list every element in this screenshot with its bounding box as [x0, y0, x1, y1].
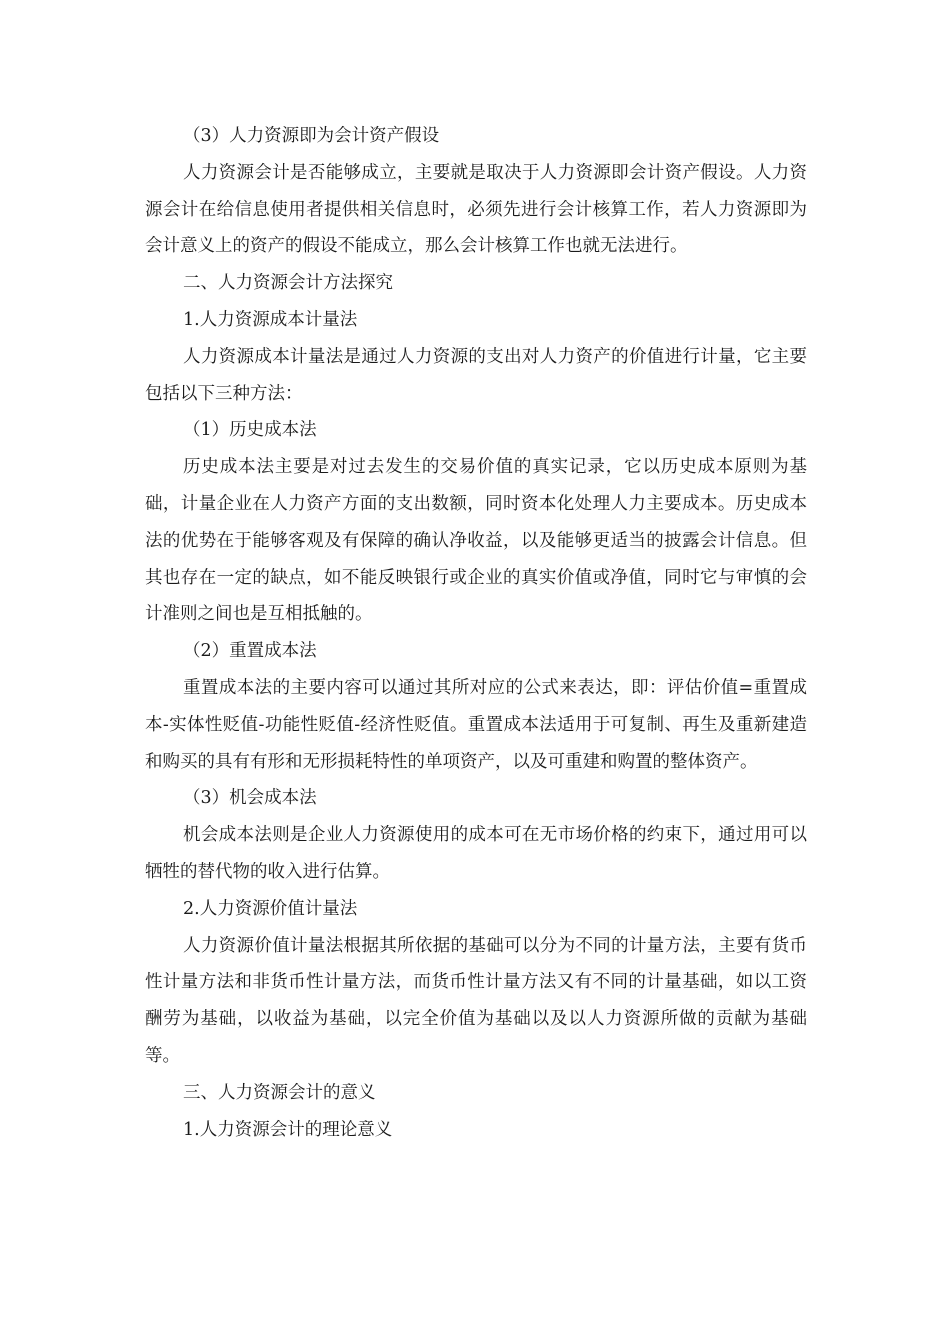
section-heading: 三、人力资源会计的意义 [183, 1082, 376, 1103]
subsection-heading: （1）历史成本法 [183, 420, 317, 441]
subsection-heading: （2）重置成本法 [183, 641, 317, 662]
body-paragraph: 机会成本法则是企业人力资源使用的成本可在无市场价格的约束下，通过用可以牺牲的替代物的收入进行估算。 [145, 825, 807, 882]
body-paragraph: 重置成本法的主要内容可以通过其所对应的公式来表达，即：评估价值=重置成本-实体性贬值-功能性贬值-经济性贬值。重置成本法适用于可复制、再生及重新建造和购买的具有有形和无形损耗特性的单项资产，以及可重建和购置的整体资产。 [145, 677, 807, 772]
subsection-heading: 2.人力资源价值计量法 [183, 898, 358, 919]
subsection-heading: （3）机会成本法 [183, 788, 317, 809]
subsection-heading: 1.人力资源会计的理论意义 [183, 1119, 393, 1140]
body-paragraph: 人力资源价值计量法根据其所依据的基础可以分为不同的计量方法，主要有货币性计量方法和非货币性计量方法，而货币性计量方法又有不同的计量基础，如以工资酬劳为基础，以收益为基础，以完全价值为基础以及以人力资源所做的贡献为基础等。 [145, 935, 807, 1066]
document-page [145, 118, 807, 1148]
section-heading: 二、人力资源会计方法探究 [183, 273, 393, 294]
body-paragraph: 历史成本法主要是对过去发生的交易价值的真实记录，它以历史成本原则为基础，计量企业在人力资产方面的支出数额，同时资本化处理人力主要成本。历史成本法的优势在于能够客观及有保障的确认净收益，以及能够更适当的披露会计信息。但其也存在一定的缺点，如不能反映银行或企业的真实价值或净值，同时它与审慎的会计准则之间也是互相抵触的。 [145, 457, 807, 625]
subsection-heading: （3）人力资源即为会计资产假设 [183, 126, 440, 146]
body-paragraph: 人力资源成本计量法是通过人力资源的支出对人力资产的价值进行计量，它主要包括以下三种方法： [145, 346, 807, 404]
subsection-heading: 1.人力资源成本计量法 [183, 309, 358, 330]
body-paragraph: 人力资源会计是否能够成立，主要就是取决于人力资源即会计资产假设。人力资源会计在给信息使用者提供相关信息时，必须先进行会计核算工作，若人力资源即为会计意义上的资产的假设不能成立，那么会计核算工作也就无法进行。 [145, 162, 807, 257]
